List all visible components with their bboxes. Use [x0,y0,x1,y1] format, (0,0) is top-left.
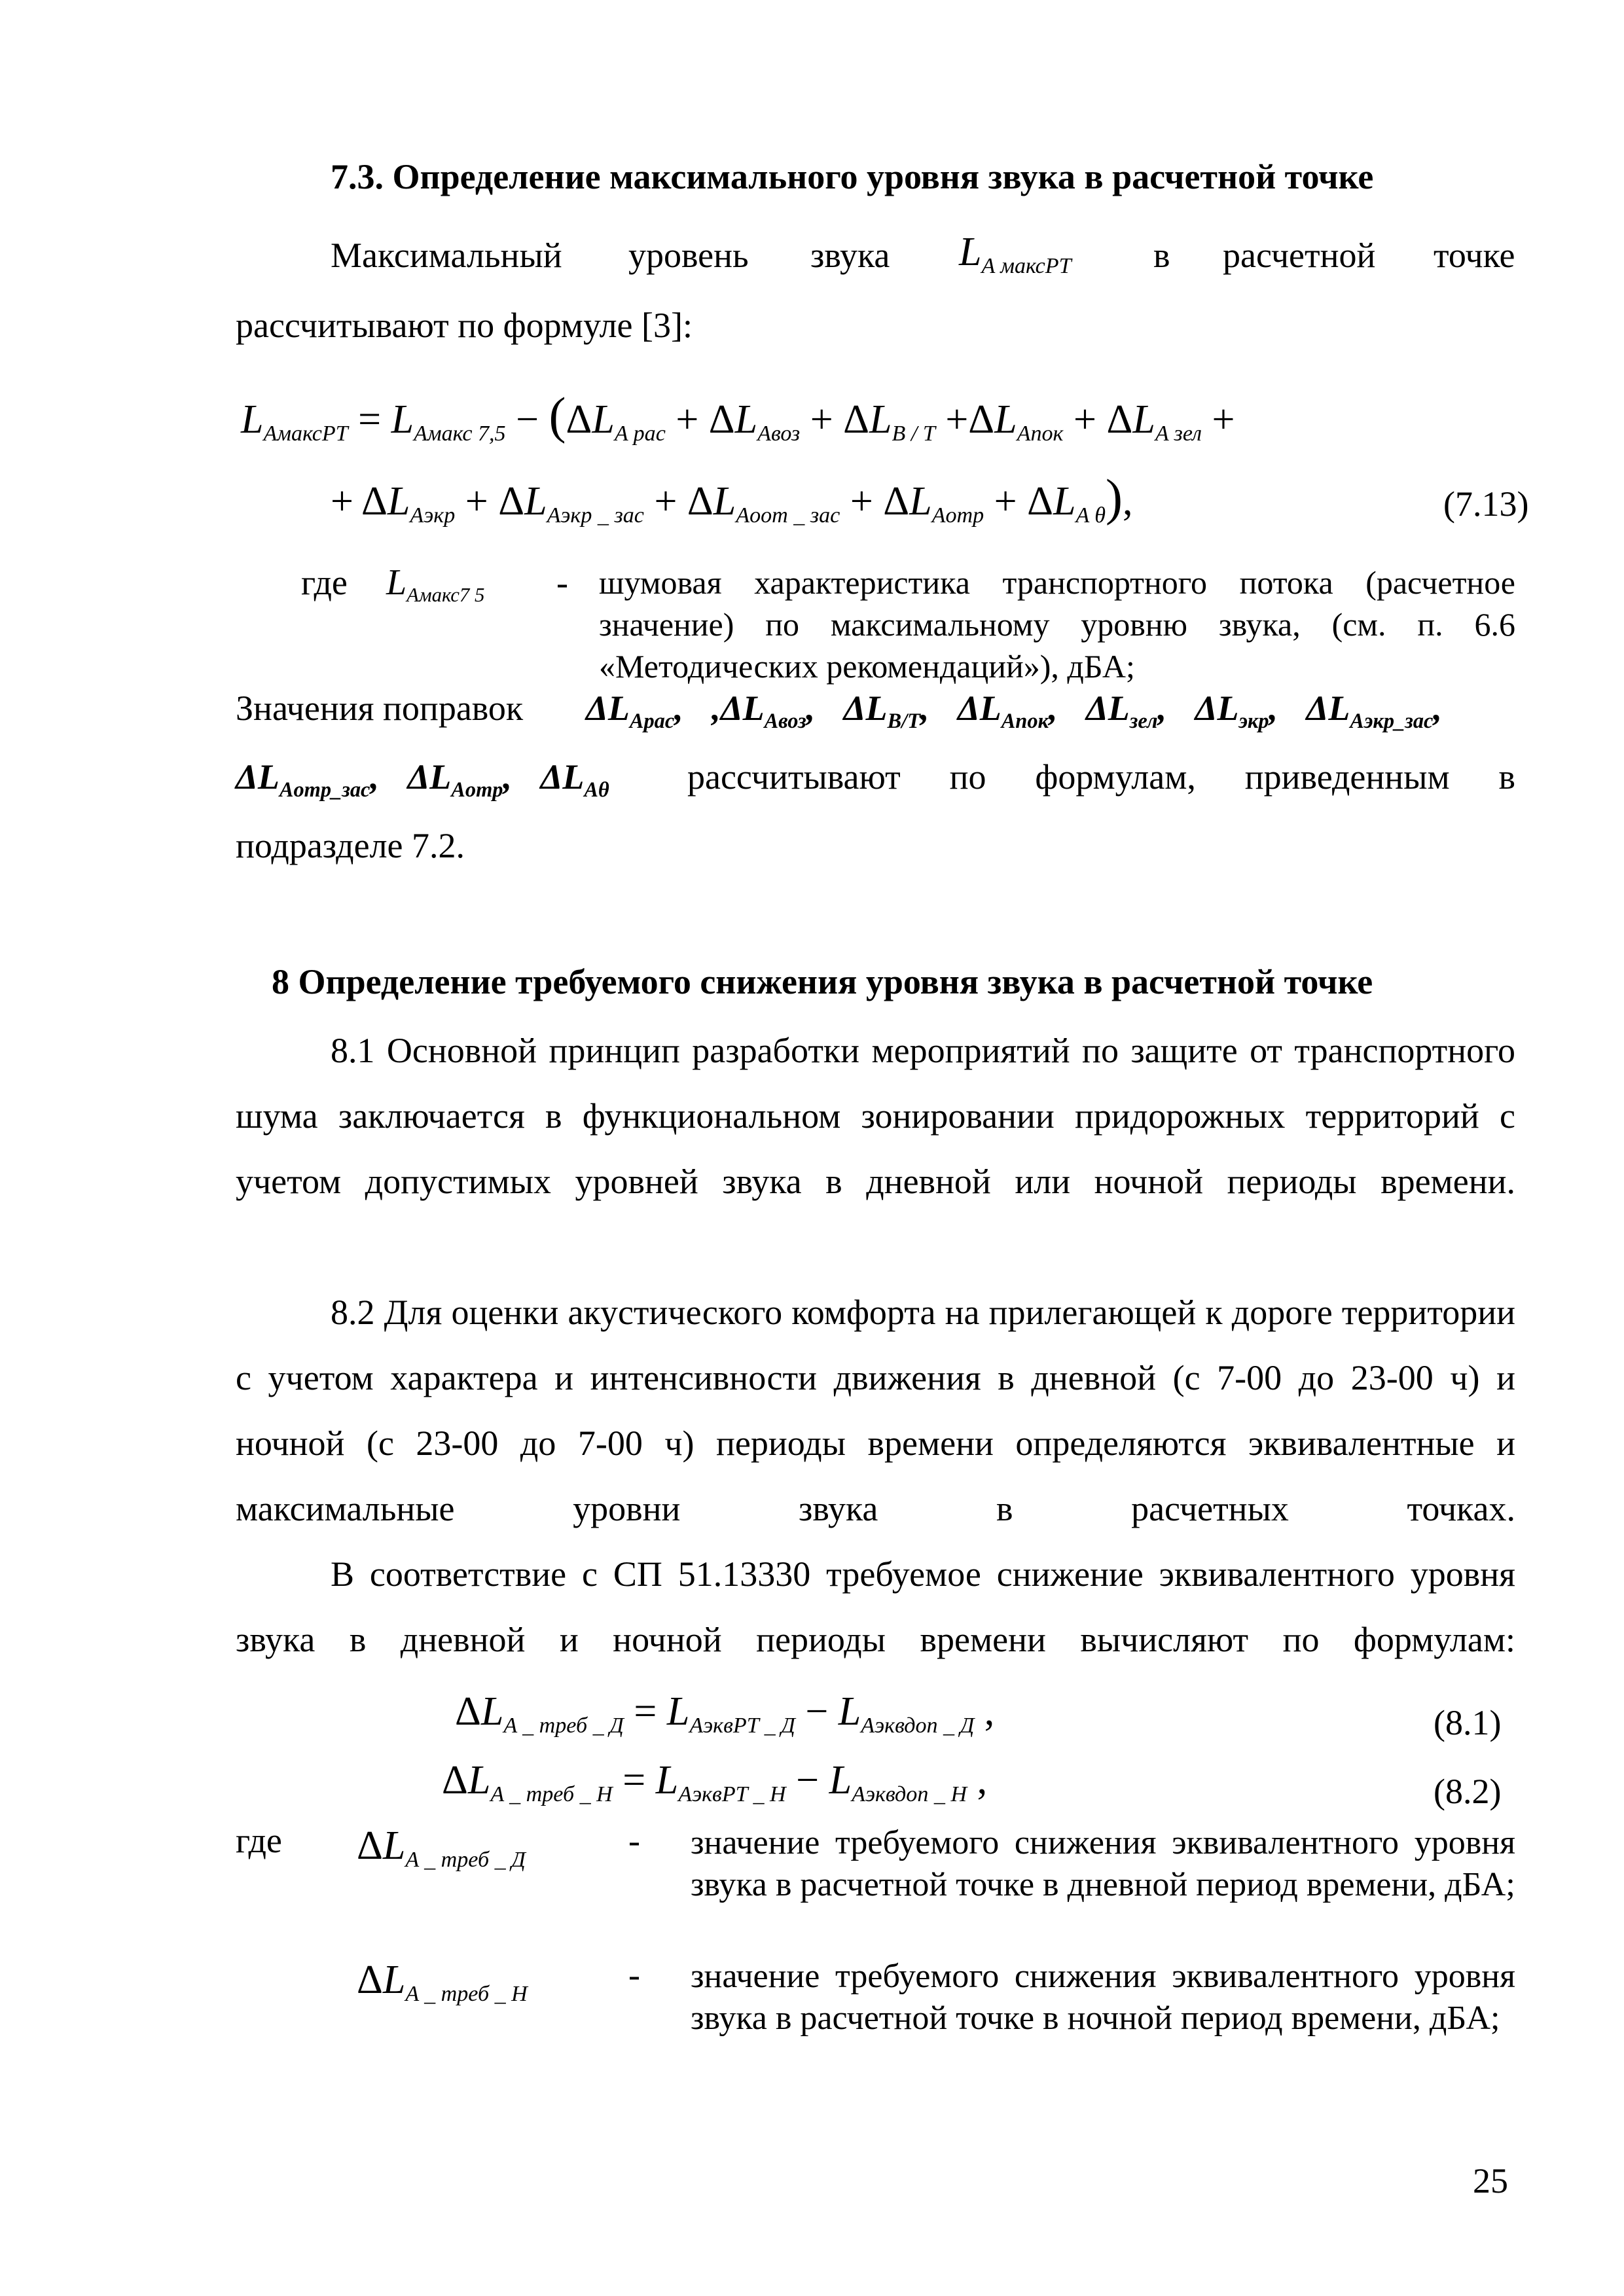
where-label-8: где [236,1821,282,1860]
page-number: 25 [1473,2161,1508,2200]
intro-line-2: рассчитывают по формуле [3]: [236,306,693,345]
corrections-list-1: $\Delta L_{Aрас}$, $,\Delta L_{Aвоз}$, $\Delta L_{B/T}$, $\Delta L_{Aпок}$, $\Delta L_{зел}$, $\Delta L_{экр}$, $\Delta L_{Aэкр\_зас}$, [586,689,1442,733]
where-label: где [301,563,348,602]
intro-word: точке [1434,236,1515,275]
corrections-lead: Значения поправок [236,689,524,728]
paragraph-8-1: 8.1 Основной принцип разработки мероприятий по защите от транспортного шума заключается в функциональном зонировании придорожных территорий с учетом допустимых уровней звука в дневной или ночной периоды времени. [236,1031,1515,1201]
symbol-L-Amax75: $L_{Aмакс7 5}$ [386,562,485,606]
equation-number-7-13: (7.13) [1443,484,1529,524]
symbol-L-AmaxPT: $L_{A максPT}$ [959,230,1072,278]
symbol-dL-treb-D: $\Delta L_{A \_ треб \_ Д}$ [357,1823,526,1872]
definition-dash: - [556,563,568,602]
corrections-list-2: $\Delta L_{Aотр\_зас}$, $\Delta L_{Aотр}$, $\Delta L_{A\theta}$ [236,757,609,802]
definition-treb-N: значение требуемого снижения эквивалентного уровня звука в расчетной точке в ночной период времени, дБА; [691,1958,1515,2037]
corrections-tail: рассчитывают по формулам, приведенным в [687,757,1515,797]
definition-text-Lamax75: шумовая характеристика транспортного потока (расчетное значение) по максимальному уровню звука, (см. п. 6.6 «Методических рекомендаций»), дБА; [599,564,1515,685]
intro-word: в [1153,236,1170,275]
section-heading-7-3: 7.3. Определение максимального уровня звука в расчетной точке [331,157,1374,196]
formula-7-13-line2: + $\Delta L_{Aэкр} + \Delta L_{Aэкр \_ зас} + \Delta L_{Aоот \_ зас} + \Delta L_{Aотр} + \Delta L_{A \theta}$), [331,469,1133,528]
section-heading-8: 8 Определение требуемого снижения уровня звука в расчетной точке [272,962,1373,1001]
symbol-dL-treb-N: $\Delta L_{A \_ треб \_ Н}$ [357,1958,528,2006]
intro-word: расчетной [1223,236,1376,275]
formula-8-2: $\Delta L_{A \_ треб \_ Н} = L_{AэквPT \_ Н} - L_{Aэквдоп \_ Н}$ , [442,1758,988,1806]
definition-treb-D: значение требуемого снижения эквивалентного уровня звука в расчетной точке в дневной период времени, дБА; [691,1824,1515,1903]
intro-word: уровень [628,236,749,275]
intro-word: звука [810,236,890,275]
formula-8-1: $\Delta L_{A \_ треб \_ Д} = L_{AэквPT \_ Д} - L_{Aэквдоп \_ Д}$ , [455,1689,995,1738]
paragraph-formulas-intro: В соответствие с СП 51.13330 требуемое снижение эквивалентного уровня звука в дневной и ночной периоды времени вычисляют по формулам: [236,1554,1515,1659]
intro-word: Максимальный [331,236,562,275]
paragraph-8-2: 8.2 Для оценки акустического комфорта на прилегающей к дороге территории с учетом характера и интенсивности движения в дневной (с 7-00 до 23-00 ч) и ночной (с 23-00 до 7-00 ч) периоды времени определяются эквивалентные и максимальные уровни звука в расчетных точках. [236,1293,1515,1528]
formula-7-13-line1: $L_{AмаксPT} = L_{Aмакс 7,5} - (\Delta L_{A рас} + \Delta L_{Aвоз} + \Delta L_{B / T} +\Delta L_{Aпок} + \Delta L_{A зел}$ + [241,387,1235,446]
corrections-line-3: подразделе 7.2. [236,826,465,865]
definition-dash: - [628,1955,640,1994]
equation-number-8-2: (8.2) [1434,1772,1502,1811]
equation-number-8-1: (8.1) [1434,1703,1502,1742]
definition-dash: - [628,1821,640,1860]
